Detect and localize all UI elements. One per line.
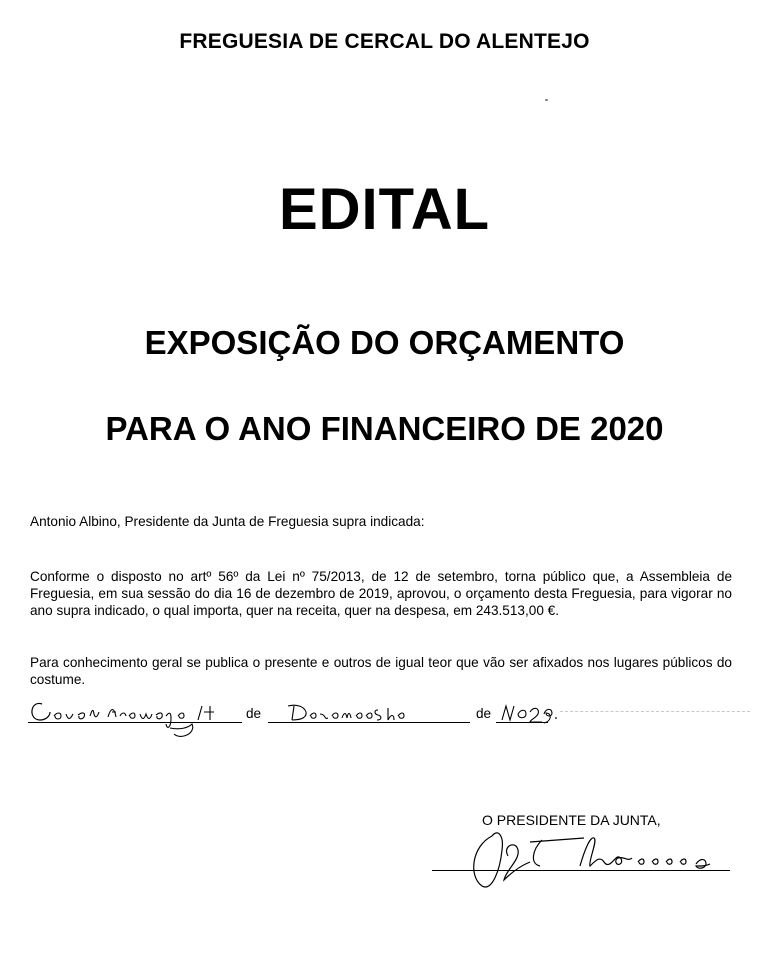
document-title: EDITAL (278, 177, 491, 242)
handwritten-year (498, 696, 578, 728)
date-connector-1: de (246, 706, 262, 721)
signature-scribble (430, 822, 740, 892)
date-line (28, 700, 568, 740)
signature-block (430, 812, 740, 892)
document-subtitle-2: PARA O ANO FINANCEIRO DE 2020 (105, 410, 664, 447)
scan-dotted-line (560, 711, 750, 712)
budget-paragraph: Conforme o disposto no artº 56º da Lei nº 75/2013, de 12 de setembro, torna público que, a Assembleia de Freguesia, em sua sessão do dia 16 de dezembro de 2019, aprovou, o orçamento desta Freguesia, para vigorar no ano supra indicado, o qual importa, quer na receita, quer na despesa, em 243.513,00 €. (30, 569, 732, 618)
document-subtitle-1: EXPOSIÇÃO DO ORÇAMENTO (144, 324, 625, 361)
handwritten-place-day (28, 694, 248, 742)
scan-speck (545, 99, 548, 101)
intro-line: Antonio Albino, Presidente da Junta de Freguesia supra indicada: (30, 514, 425, 529)
publication-paragraph: Para conhecimento geral se publica o presente e outros de igual teor que vão ser afixados nos lugares públicos do costume. (30, 655, 732, 687)
handwritten-month (284, 696, 464, 728)
signatory-title: O PRESIDENTE DA JUNTA, (482, 812, 661, 828)
date-connector-2: de (476, 706, 492, 721)
parish-name: FREGUESIA DE CERCAL DO ALENTEJO (179, 30, 590, 53)
